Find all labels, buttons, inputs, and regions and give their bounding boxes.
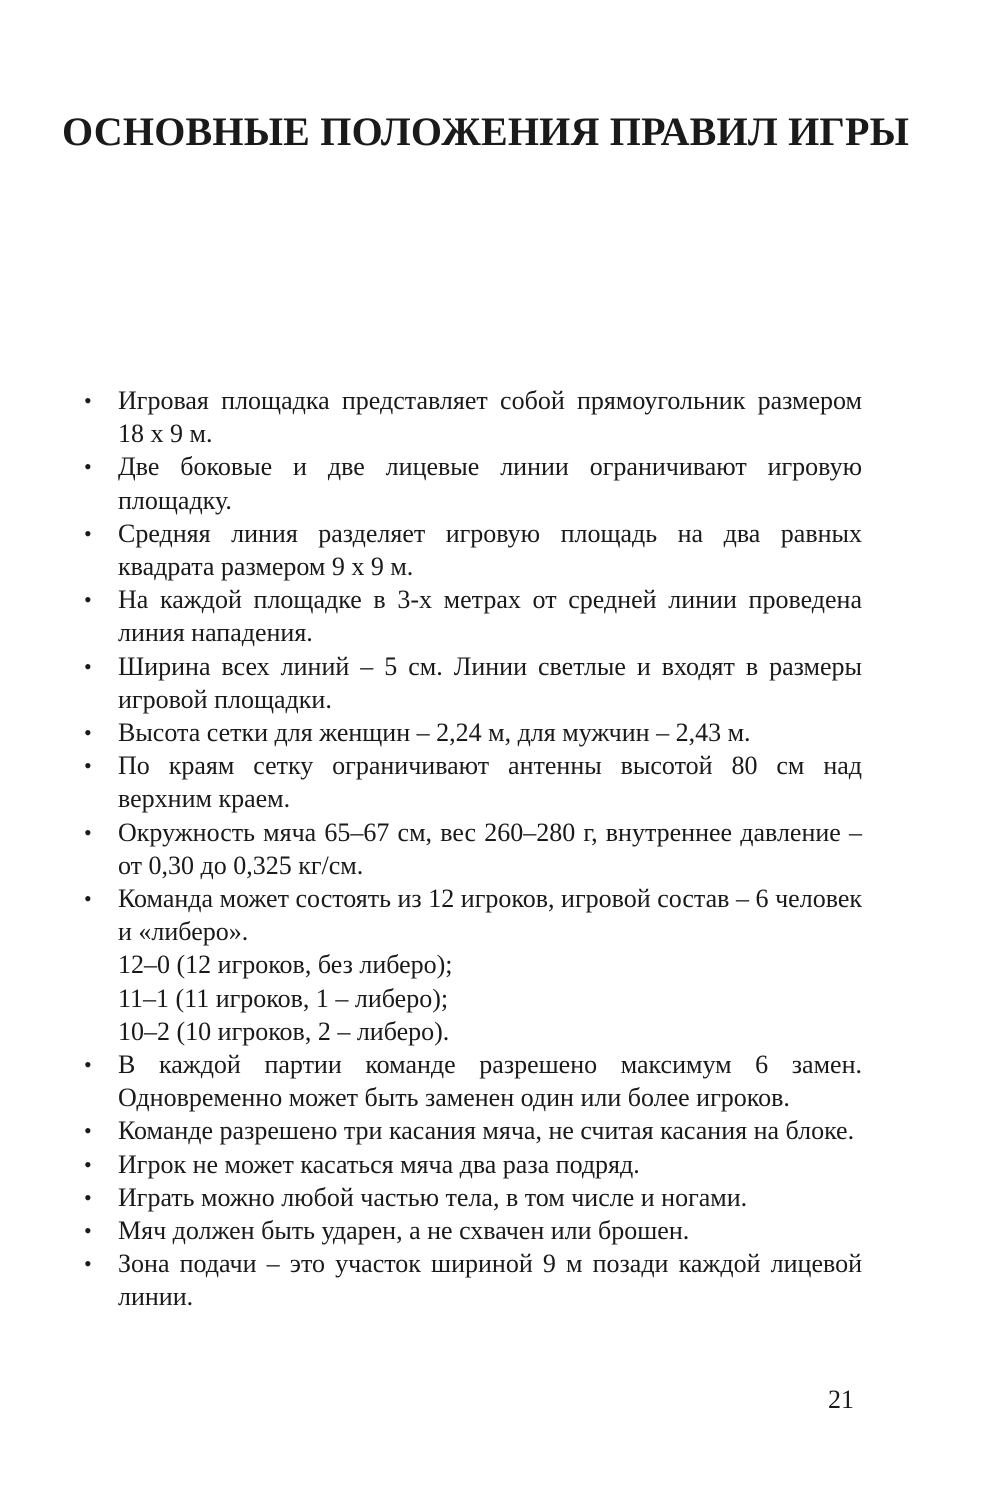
rule-team-composition	[82, 882, 862, 1048]
rule-substitutions: • В каждой партии команде разрешено максимум 6 замен. Одновременно может быть заменен один или более игроков.	[82, 1048, 862, 1114]
rule-attack-line: • На каждой площадке в 3-х метрах от средней линии проведена линия нападения.	[82, 583, 862, 649]
rule-boundary-lines: • Две боковые и две лицевые линии ограничивают игровую площадку.	[82, 450, 862, 516]
rule-court-size: • Игровая площадка представляет собой прямоугольник размером 18 х 9 м.	[82, 384, 862, 450]
rule-three-touches: • Команде разрешено три касания мяча, не считая касания на блоке.	[82, 1114, 862, 1147]
rules-list	[82, 384, 862, 1314]
rule-antennas: • По краям сетку ограничивают антенны высотой 80 см над верхним краем.	[82, 749, 862, 815]
team-composition-option: 10–2 (10 игроков, 2 – либеро).	[118, 1016, 450, 1046]
rule-center-line: • Средняя линия разделяет игровую площадь на два равных квадрата размером 9 х 9 м.	[82, 517, 862, 583]
team-composition-option: 12–0 (12 игроков, без либеро);	[118, 950, 453, 980]
rule-double-touch: • Игрок не может касаться мяча два раза подряд.	[82, 1148, 862, 1181]
rule-net-height: • Высота сетки для женщин – 2,24 м, для мужчин – 2,43 м.	[82, 716, 862, 749]
rule-line-width: • Ширина всех линий – 5 см. Линии светлые и входят в размеры игровой площадки.	[82, 650, 862, 716]
page-number: 21	[828, 1385, 854, 1414]
page-title: ОСНОВНЫЕ ПОЛОЖЕНИЯ ПРАВИЛ ИГРЫ	[62, 109, 910, 154]
rule-service-zone: • Зона подачи – это участок шириной 9 м позади каждой лицевой линии.	[82, 1247, 862, 1313]
rule-team-composition-text: Команда может состоять из 12 игроков, игровой состав – 6 человек и «либеро».	[118, 884, 862, 947]
rule-ball-contact: • Мяч должен быть ударен, а не схвачен или брошен.	[82, 1214, 862, 1247]
rule-body-parts: • Играть можно любой частью тела, в том числе и ногами.	[82, 1181, 862, 1214]
rule-ball-specs: • Окружность мяча 65–67 см, вес 260–280 г, внутреннее давление – от 0,30 до 0,325 кг/см.	[82, 816, 862, 882]
team-composition-option: 11–1 (11 игроков, 1 – либеро);	[118, 983, 449, 1013]
